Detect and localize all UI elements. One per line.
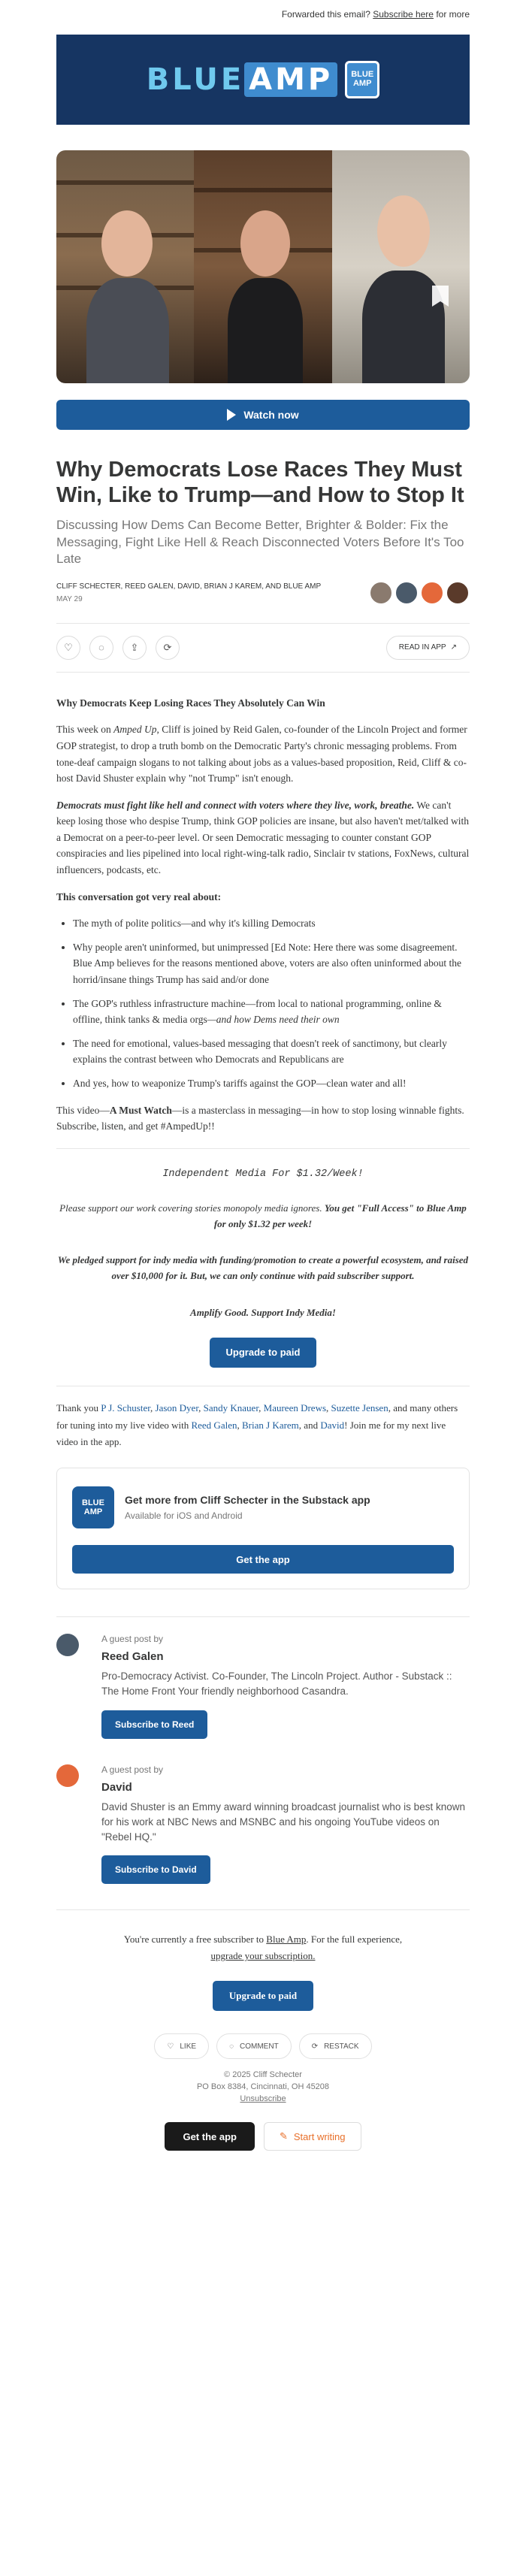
byline-row	[56, 581, 470, 605]
divider	[56, 1148, 470, 1149]
watch-now-label: Watch now	[243, 409, 299, 421]
post-action-bar	[56, 623, 470, 673]
promo-paragraph-2: We pledged support for indy media with funding/promotion to create a powerful ecosystem, and raised over $10,000 for it. But, we can only continue with paid subscriber support.	[57, 1254, 469, 1282]
bullet-3-text: The GOP's ruthless infrastructure machine—from local to national programming, online & offline, think tanks & media orgs	[73, 997, 442, 1026]
start-writing-label: Start writing	[293, 2130, 346, 2142]
get-the-app-button[interactable]: Get the app	[72, 1545, 454, 1574]
guest-link[interactable]: Reed Galen	[191, 1419, 237, 1431]
subscribe-to-david-button[interactable]: Subscribe to David	[101, 1855, 210, 1884]
p1-text-a: This week on	[56, 724, 114, 736]
divider	[56, 1616, 470, 1617]
avatar[interactable]	[446, 581, 470, 605]
share-icon[interactable]: ⇪	[122, 636, 147, 660]
guest-post-reed	[56, 1634, 470, 1739]
avatar[interactable]	[369, 581, 393, 605]
like-label: LIKE	[180, 2042, 197, 2051]
app-logo-icon	[72, 1486, 114, 1528]
thanks-paragraph: Thank you P J. Schuster, Jason Dyer, Sandy Knauer, Maureen Drews, Suzette Jensen, and many others for tuning into my live video with Reed Galen, Brian J Karem, and David! Join me for my next live video in the app.	[56, 1401, 458, 1448]
avatar[interactable]	[394, 581, 419, 605]
forwarded-bar	[56, 0, 470, 29]
arrow-icon: ↗	[450, 643, 457, 652]
guest-post-david	[56, 1764, 470, 1885]
like-button[interactable]	[154, 2033, 209, 2059]
thanks-end: ! Join me for my next live video in the app.	[56, 1419, 446, 1448]
guest-label: A guest post by	[101, 1764, 164, 1775]
substack-app-card	[56, 1468, 470, 1589]
promo-p1-b: You get "Full Access" to Blue Amp for only $1.32 per week!	[213, 1202, 467, 1229]
comment-icon: ◌	[229, 2042, 234, 2051]
article-paragraph-1	[56, 721, 470, 786]
upgrade-subscription-link[interactable]: upgrade your subscription.	[210, 1950, 316, 1962]
note-text-b: . For the full experience,	[306, 1934, 403, 1946]
video-panel-center	[194, 150, 331, 383]
article-heading: Why Democrats Keep Losing Races They Absolutely Can Win	[56, 697, 325, 709]
promo-paragraph-1	[56, 1201, 470, 1232]
author-avatars	[369, 581, 470, 605]
supporter-link[interactable]: P J. Schuster	[101, 1401, 151, 1413]
logo-badge-line1: BLUE	[351, 70, 374, 80]
bullet-3-italic: —and how Dems need their own	[207, 1014, 340, 1026]
guest-link[interactable]: Brian J Karem	[241, 1419, 299, 1431]
closing-bold: A Must Watch	[109, 1104, 172, 1116]
video-panel-left	[56, 150, 194, 383]
start-writing-button[interactable]	[264, 2122, 361, 2151]
author-names[interactable]: CLIFF SCHECTER, REED GALEN, DAVID, BRIAN J KAREM, AND BLUE AMP	[56, 582, 322, 591]
subscribe-here-link[interactable]: Subscribe here	[373, 9, 434, 20]
closing-paragraph	[56, 1102, 470, 1135]
comment-icon[interactable]: ◌	[89, 636, 113, 660]
supporter-link[interactable]: Maureen Drews	[263, 1401, 327, 1413]
bottom-buttons	[56, 2122, 470, 2151]
video-panel-right	[332, 150, 470, 383]
supporter-link[interactable]: Jason Dyer	[155, 1401, 199, 1413]
unsubscribe-link[interactable]: Unsubscribe	[240, 2094, 286, 2104]
guest-bio: David Shuster is an Emmy award winning broadcast journalist who is best known for his work at NBC News and MSNBC and his ongoing YouTube videos on "Rebel HQ."	[101, 1800, 465, 1843]
read-in-app-label: READ IN APP	[398, 643, 446, 652]
logo-badge-line2: AMP	[352, 79, 372, 88]
note-text-a: You're currently a free subscriber to	[123, 1934, 267, 1946]
article-paragraph-2	[56, 797, 470, 878]
promo-p1-a: Please support our work covering stories monopoly media ignores.	[59, 1202, 325, 1214]
comment-button[interactable]	[216, 2033, 292, 2059]
support-promo	[56, 1169, 470, 1368]
logo-blue-text: BLUE	[146, 62, 245, 97]
app-logo-line2: AMP	[83, 1507, 103, 1517]
read-in-app-button[interactable]	[386, 636, 470, 660]
divider	[56, 1909, 470, 1910]
promo-headline: Independent Media For $1.32/Week!	[162, 1168, 364, 1180]
blue-amp-link[interactable]: Blue Amp	[266, 1934, 307, 1946]
forwarded-text: Forwarded this email?	[281, 9, 370, 20]
list-item: • Why people aren't uninformed, but unimpressed [Ed Note: Here there was some disagreement. Blue Amp believes for the reasons mentioned above, voters are also often uninformed about the horrid/insane things Trump has said and/or done	[73, 939, 470, 988]
restack-icon[interactable]: ⟳	[156, 636, 180, 660]
list-item: • And yes, how to weaponize Trump's tariffs against the GOP—clean water and all!	[73, 1075, 470, 1092]
guest-bio: Pro-Democracy Activist. Co-Founder, The Lincoln Project. Author - Substack :: The Home Front Your friendly neighborhood Casandra.	[101, 1670, 452, 1698]
heart-icon[interactable]: ♡	[56, 636, 80, 660]
logo-badge-icon	[345, 61, 379, 98]
thanks-middle: , and many others for tuning into my live video with	[56, 1401, 458, 1431]
publication-banner[interactable]	[56, 35, 470, 125]
article-body	[56, 695, 470, 1135]
get-the-app-footer-button[interactable]: Get the app	[165, 2122, 255, 2151]
blue-amp-logo	[147, 61, 379, 98]
avatar[interactable]	[56, 1764, 79, 1787]
subscribe-to-reed-button[interactable]: Subscribe to Reed	[101, 1710, 207, 1739]
p2-bold-text: Democrats must fight like hell and connect with voters where they live, work, breathe.	[56, 799, 415, 811]
restack-icon: ⟳	[311, 2042, 319, 2051]
upgrade-to-paid-button[interactable]: Upgrade to paid	[210, 1338, 317, 1368]
list-item	[73, 996, 470, 1028]
p1-text-b: , Cliff is joined by Reid Galen, co-founder of the Lincoln Project and former GOP strategist, to drop a truth bomb on the Democratic Party's chronic messaging problems. From tone-deaf campaign slogans to not talking about jobs as a values-based proposition, Reid, Cliff & co-host David Shuster explain why "not Trump" isn't enough.	[56, 724, 467, 785]
post-title[interactable]: Why Democrats Lose Races They Must Win, Like to Trump—and How to Stop It	[56, 458, 464, 508]
logo-wordmark	[147, 62, 337, 97]
restack-label: RESTACK	[324, 2042, 359, 2051]
promo-paragraph-3: Amplify Good. Support Indy Media!	[190, 1306, 336, 1318]
copyright-text: © 2025 Cliff Schecter	[224, 2070, 302, 2080]
free-subscriber-note	[56, 1931, 470, 2011]
app-card-subtitle: Available for iOS and Android	[125, 1510, 243, 1522]
address-text: PO Box 8384, Cincinnati, OH 45208	[196, 2082, 330, 2092]
supporter-link[interactable]: Sandy Knauer	[203, 1401, 259, 1413]
thanks-intro: Thank you	[56, 1401, 101, 1413]
heart-icon: ♡	[167, 2042, 174, 2051]
topics-list	[73, 915, 470, 1091]
avatar[interactable]	[56, 1634, 79, 1656]
guest-name[interactable]: Reed Galen	[101, 1650, 164, 1664]
video-thumbnail[interactable]	[56, 150, 470, 383]
post-date: MAY 29	[56, 594, 83, 603]
list-heading: This conversation got very real about:	[56, 890, 222, 903]
show-name: Amped Up	[113, 724, 157, 736]
post-subtitle: Discussing How Dems Can Become Better, Brighter & Bolder: Fix the Messaging, Fight Like Hell & Reach Disconnected Voters Before It's Too Late	[56, 518, 464, 566]
restack-button[interactable]	[299, 2033, 372, 2059]
upgrade-to-paid-button-footer[interactable]: Upgrade to paid	[213, 1981, 313, 2011]
avatar[interactable]	[420, 581, 444, 605]
app-logo-line1: BLUE	[82, 1498, 104, 1507]
footer-action-pills	[56, 2033, 470, 2059]
closing-text-a: This video—	[56, 1104, 110, 1116]
footer	[56, 2070, 470, 2106]
list-item: • The need for emotional, values-based messaging that doesn't reek of sanctimony, but clearly explains the contrast between who Democrats and Republicans are	[73, 1036, 470, 1068]
guest-link[interactable]: David	[320, 1419, 345, 1431]
guest-label: A guest post by	[101, 1634, 164, 1645]
comment-label: COMMENT	[240, 2042, 279, 2051]
play-icon	[227, 409, 236, 421]
supporter-link[interactable]: Suzette Jensen	[331, 1401, 388, 1413]
for-more-text: for more	[436, 9, 470, 20]
logo-amp-text: AMP	[244, 62, 337, 97]
pencil-icon: ✎	[279, 2130, 288, 2142]
watch-now-button[interactable]	[56, 400, 470, 430]
p2-rest-text: We can't keep losing those who despise Trump, think GOP policies are insane, but also haven't met/talked with a Democrat on a peer-to-peer level. Or seen Democratic messaging to counter constant GOP conspiracies and lies pipelined into local right-wing-talk radio, Sinclair tv stations, FoxNews, cultural influencers, podcasts, etc.	[56, 799, 470, 876]
closing-text-b: —is a masterclass in messaging—in how to stop losing winnable fights. Subscribe, listen, and get #AmpedUp!!	[56, 1104, 464, 1132]
app-card-title: Get more from Cliff Schecter in the Substack app	[125, 1494, 370, 1507]
guest-name[interactable]: David	[101, 1780, 132, 1794]
list-item: • The myth of polite politics—and why it's killing Democrats	[73, 915, 470, 932]
